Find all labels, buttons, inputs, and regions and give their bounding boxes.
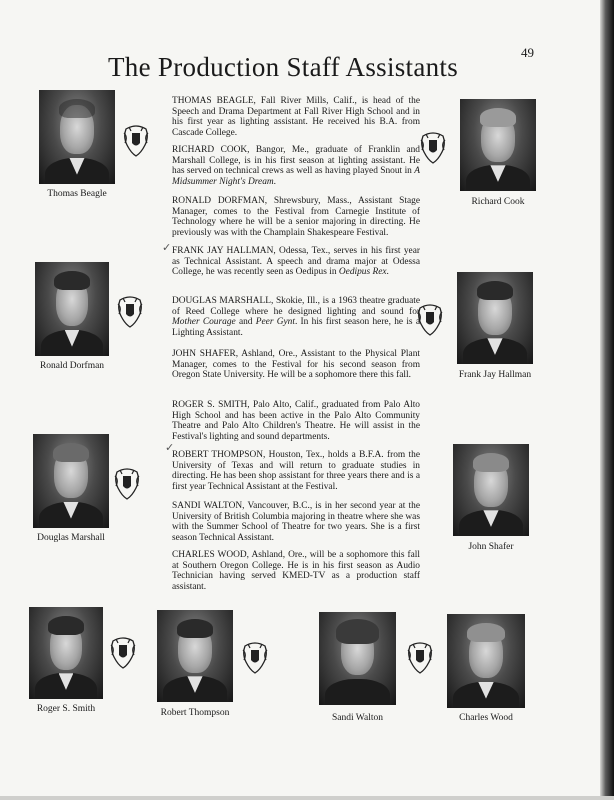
caption-ronald-dorfman: Ronald Dorfman [39,361,105,371]
caption-robert-thompson: Robert Thompson [160,708,230,718]
bio-text: RONALD DORFMAN, Shrewsbury, Mass., Assistant Stage Manager, comes to the Festival from Carnegie Institute of Technology where he will be a senior majoring in directing. He previously was with the Champlain Shakespeare Festival. [172,196,420,238]
bio-text: CHARLES WOOD, Ashland, Ore., will be a sophomore this fall at Southern Oregon College. He is in his first season as Audio Technician having served KMED-TV as a production staff assistant. [172,550,420,592]
bio-thomas-beagle [172,96,420,138]
photo-douglas-marshall [33,434,109,528]
bio-sandi-walton [172,501,420,543]
photo-thomas-beagle [39,90,115,184]
photo-john-shafer [453,444,529,536]
bio-text: DOUGLAS MARSHALL, Skokie, Ill., is a 1963 theatre graduate of Reed College where he designed lighting and sound for Mother Courage and Peer Gynt. In his first season here, he is a Lighting Assistant. [172,296,420,338]
heraldic-crest-icon [415,302,445,336]
photo-robert-thompson [157,610,233,702]
bio-charles-wood [172,550,420,592]
bio-roger-s-smith [172,400,420,442]
bio-text: JOHN SHAFER, Ashland, Ore., Assistant to the Physical Plant Manager, comes to the Festival for his second season from Oregon State University. He will be a sophomore there this fall. [172,349,420,381]
caption-thomas-beagle: Thomas Beagle [47,189,107,199]
bio-text: ROGER S. SMITH, Palo Alto, Calif., graduated from Palo Alto High School and has been active in the Palo Alto Community Theatre and Palo Alto Children's Theatre. He will assist in the Festival's lighting and sound departments. [172,400,420,442]
photo-charles-wood [447,614,525,708]
photo-frank-jay-hallman [457,272,533,364]
heraldic-crest-icon [240,640,270,674]
bio-text: RICHARD COOK, Bangor, Me., graduate of Franklin and Marshall College, is in his first season at lighting assistant. He has served on technical crews as well as having played Snout in A Midsummer Night's Dream. [172,145,420,187]
heraldic-crest-icon [418,130,448,164]
caption-richard-cook: Richard Cook [471,197,525,207]
page-title: The Production Staff Assistants [108,52,459,82]
bio-text: THOMAS BEAGLE, Fall River Mills, Calif., is head of the Speech and Drama Department at Fall River High School and in his first year as lighting assistant. He received his B.A. from Cascade College. [172,96,420,138]
bio-douglas-marshall [172,296,420,338]
heraldic-crest-icon [108,635,138,669]
caption-douglas-marshall: Douglas Marshall [37,533,105,543]
check-mark-icon: ✓ [162,242,172,254]
caption-frank-jay-hallman: Frank Jay Hallman [458,370,532,380]
bio-text: SANDI WALTON, Vancouver, B.C., is in her second year at the University of British Columbia majoring in theatre where she was with the Summer School of Theatre for two years. She is a first season Technical Assistant. [172,501,420,543]
check-mark-icon: ✓ [165,442,175,454]
bio-frank-jay-hallman [172,246,420,278]
bio-ronald-dorfman [172,196,420,238]
caption-sandi-walton: Sandi Walton [331,713,384,723]
photo-richard-cook [460,99,536,191]
heraldic-crest-icon [405,640,435,674]
bio-richard-cook [172,145,420,187]
heraldic-crest-icon [121,123,151,157]
caption-charles-wood: Charles Wood [459,713,513,723]
caption-roger-s-smith: Roger S. Smith [36,704,96,714]
page-edge-shadow [600,0,614,800]
bio-text: ROBERT THOMPSON, Houston, Tex., holds a B.F.A. from the University of Texas and will return to graduate studies in directing. He has been shop assistant for three years there and is a first year Technical Assistant at the Festival. [172,450,420,492]
bio-robert-thompson [172,450,420,492]
caption-john-shafer: John Shafer [468,542,514,552]
photo-sandi-walton [319,612,396,705]
heraldic-crest-icon [115,294,145,328]
bio-john-shafer [172,349,420,381]
photo-roger-s-smith [29,607,103,699]
bio-text: FRANK JAY HALLMAN, Odessa, Tex., serves in his first year as Technical Assistant. A speech and drama major at Odessa College, he was recently seen as Oedipus in Oedipus Rex. [172,246,420,278]
photo-ronald-dorfman [35,262,109,356]
page-bottom-edge [0,796,614,800]
heraldic-crest-icon [112,466,142,500]
page-number: 49 [521,45,534,60]
